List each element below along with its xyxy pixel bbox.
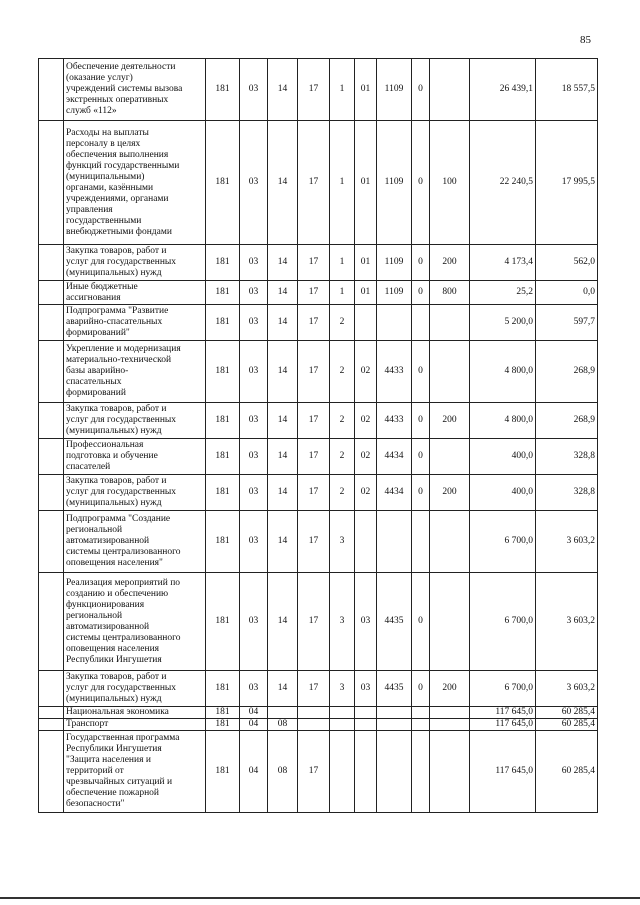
table-row xyxy=(39,281,598,305)
cell-vr xyxy=(430,439,470,475)
cell-subsec: 14 xyxy=(268,59,298,121)
cell-admin: 181 xyxy=(206,707,240,719)
page-number: 85 xyxy=(580,34,591,46)
table-row xyxy=(39,305,598,341)
cell-subsec: 08 xyxy=(268,731,298,813)
cell-dir: 4435 xyxy=(377,573,412,671)
cell-vr xyxy=(430,719,470,731)
cell-prog: 17 xyxy=(298,573,330,671)
cell-subprog: 2 xyxy=(330,341,355,403)
cell-sec: 03 xyxy=(240,475,268,511)
cell-dir: 1109 xyxy=(377,245,412,281)
cell-prog: 17 xyxy=(298,281,330,305)
cell-subprog: 1 xyxy=(330,121,355,245)
cell-prog: 17 xyxy=(298,245,330,281)
cell-z: 0 xyxy=(412,341,430,403)
cell-admin: 181 xyxy=(206,341,240,403)
cell-event xyxy=(355,719,377,731)
cell-sec: 04 xyxy=(240,719,268,731)
cell-subprog: 2 xyxy=(330,305,355,341)
cell-fact: 18 557,5 xyxy=(536,59,598,121)
cell-fact: 3 603,2 xyxy=(536,511,598,573)
cell-z xyxy=(412,511,430,573)
cell-plan: 117 645,0 xyxy=(470,719,536,731)
cell-z xyxy=(412,719,430,731)
cell-z xyxy=(412,305,430,341)
cell-z xyxy=(412,731,430,813)
row-blank-cell xyxy=(39,281,64,305)
cell-plan: 400,0 xyxy=(470,439,536,475)
cell-admin: 181 xyxy=(206,245,240,281)
cell-subprog: 1 xyxy=(330,59,355,121)
cell-admin: 181 xyxy=(206,719,240,731)
cell-vr: 200 xyxy=(430,403,470,439)
cell-subsec xyxy=(268,707,298,719)
cell-sec: 03 xyxy=(240,341,268,403)
cell-dir xyxy=(377,719,412,731)
row-blank-cell xyxy=(39,573,64,671)
cell-subprog: 2 xyxy=(330,403,355,439)
row-blank-cell xyxy=(39,511,64,573)
cell-event: 02 xyxy=(355,403,377,439)
cell-plan: 400,0 xyxy=(470,475,536,511)
cell-subsec: 08 xyxy=(268,719,298,731)
cell-fact: 60 285,4 xyxy=(536,731,598,813)
cell-event: 01 xyxy=(355,121,377,245)
cell-dir xyxy=(377,305,412,341)
cell-event xyxy=(355,511,377,573)
cell-subsec: 14 xyxy=(268,403,298,439)
cell-dir: 4434 xyxy=(377,439,412,475)
cell-plan: 117 645,0 xyxy=(470,707,536,719)
cell-subsec: 14 xyxy=(268,475,298,511)
cell-sec: 03 xyxy=(240,281,268,305)
table-row xyxy=(39,439,598,475)
row-blank-cell xyxy=(39,245,64,281)
cell-plan: 22 240,5 xyxy=(470,121,536,245)
cell-admin: 181 xyxy=(206,573,240,671)
cell-admin: 181 xyxy=(206,305,240,341)
cell-sec: 03 xyxy=(240,305,268,341)
table-row xyxy=(39,475,598,511)
cell-sec: 04 xyxy=(240,731,268,813)
cell-fact: 597,7 xyxy=(536,305,598,341)
cell-fact: 3 603,2 xyxy=(536,671,598,707)
cell-vr xyxy=(430,731,470,813)
cell-plan: 5 200,0 xyxy=(470,305,536,341)
cell-z: 0 xyxy=(412,59,430,121)
cell-sec: 03 xyxy=(240,121,268,245)
cell-vr xyxy=(430,707,470,719)
cell-subsec: 14 xyxy=(268,573,298,671)
cell-subsec: 14 xyxy=(268,245,298,281)
cell-plan: 26 439,1 xyxy=(470,59,536,121)
cell-subprog: 3 xyxy=(330,671,355,707)
cell-admin: 181 xyxy=(206,59,240,121)
cell-plan: 25,2 xyxy=(470,281,536,305)
cell-sec: 03 xyxy=(240,403,268,439)
cell-vr xyxy=(430,573,470,671)
cell-sec: 04 xyxy=(240,707,268,719)
cell-admin: 181 xyxy=(206,439,240,475)
cell-prog: 17 xyxy=(298,511,330,573)
cell-name: Закупка товаров, работ и услуг для государственных (муниципальных) нужд xyxy=(64,671,206,707)
cell-dir: 4434 xyxy=(377,475,412,511)
cell-z: 0 xyxy=(412,671,430,707)
cell-fact: 268,9 xyxy=(536,341,598,403)
cell-name: Закупка товаров, работ и услуг для государственных (муниципальных) нужд xyxy=(64,403,206,439)
bottom-rule xyxy=(0,897,640,899)
row-blank-cell xyxy=(39,59,64,121)
cell-prog: 17 xyxy=(298,121,330,245)
cell-dir: 1109 xyxy=(377,121,412,245)
row-blank-cell xyxy=(39,731,64,813)
cell-vr xyxy=(430,59,470,121)
cell-fact: 60 285,4 xyxy=(536,707,598,719)
cell-prog: 17 xyxy=(298,475,330,511)
cell-fact: 562,0 xyxy=(536,245,598,281)
cell-prog: 17 xyxy=(298,439,330,475)
cell-subprog xyxy=(330,731,355,813)
cell-event: 03 xyxy=(355,671,377,707)
row-blank-cell xyxy=(39,305,64,341)
cell-subprog xyxy=(330,707,355,719)
cell-prog: 17 xyxy=(298,341,330,403)
cell-z: 0 xyxy=(412,281,430,305)
cell-admin: 181 xyxy=(206,403,240,439)
cell-vr: 200 xyxy=(430,475,470,511)
cell-z: 0 xyxy=(412,121,430,245)
cell-name: Подпрограмма "Создание региональной автоматизированной системы централизованного оповещения населения" xyxy=(64,511,206,573)
cell-vr: 800 xyxy=(430,281,470,305)
cell-prog xyxy=(298,707,330,719)
cell-subprog: 2 xyxy=(330,439,355,475)
cell-subprog: 3 xyxy=(330,573,355,671)
table-row xyxy=(39,731,598,813)
row-blank-cell xyxy=(39,121,64,245)
row-blank-cell xyxy=(39,671,64,707)
cell-dir xyxy=(377,707,412,719)
row-blank-cell xyxy=(39,719,64,731)
cell-name: Закупка товаров, работ и услуг для государственных (муниципальных) нужд xyxy=(64,245,206,281)
cell-sec: 03 xyxy=(240,671,268,707)
cell-subprog: 1 xyxy=(330,245,355,281)
cell-vr xyxy=(430,341,470,403)
cell-subsec: 14 xyxy=(268,305,298,341)
row-blank-cell xyxy=(39,341,64,403)
table-row xyxy=(39,121,598,245)
cell-prog: 17 xyxy=(298,59,330,121)
cell-event: 02 xyxy=(355,439,377,475)
cell-fact: 3 603,2 xyxy=(536,573,598,671)
cell-sec: 03 xyxy=(240,573,268,671)
row-blank-cell xyxy=(39,403,64,439)
cell-dir: 4433 xyxy=(377,403,412,439)
cell-event: 03 xyxy=(355,573,377,671)
cell-sec: 03 xyxy=(240,511,268,573)
row-blank-cell xyxy=(39,707,64,719)
cell-subprog xyxy=(330,719,355,731)
budget-table xyxy=(38,58,598,813)
cell-event: 02 xyxy=(355,475,377,511)
cell-name: Транспорт xyxy=(64,719,206,731)
cell-subsec: 14 xyxy=(268,281,298,305)
cell-name: Закупка товаров, работ и услуг для государственных (муниципальных) нужд xyxy=(64,475,206,511)
cell-plan: 4 800,0 xyxy=(470,341,536,403)
cell-event xyxy=(355,731,377,813)
cell-vr: 200 xyxy=(430,671,470,707)
cell-fact: 0,0 xyxy=(536,281,598,305)
cell-subprog: 1 xyxy=(330,281,355,305)
cell-plan: 6 700,0 xyxy=(470,573,536,671)
cell-subsec: 14 xyxy=(268,121,298,245)
cell-name: Профессиональная подготовка и обучение спасателей xyxy=(64,439,206,475)
cell-subsec: 14 xyxy=(268,439,298,475)
table-row xyxy=(39,719,598,731)
cell-dir: 4435 xyxy=(377,671,412,707)
cell-subprog: 3 xyxy=(330,511,355,573)
cell-z: 0 xyxy=(412,439,430,475)
cell-vr: 200 xyxy=(430,245,470,281)
cell-name: Укрепление и модернизация материально-технической базы аварийно- спасательных формирований xyxy=(64,341,206,403)
cell-admin: 181 xyxy=(206,121,240,245)
cell-dir: 1109 xyxy=(377,281,412,305)
cell-admin: 181 xyxy=(206,731,240,813)
cell-admin: 181 xyxy=(206,511,240,573)
cell-fact: 17 995,5 xyxy=(536,121,598,245)
cell-name: Подпрограмма "Развитие аварийно-спасательных формирований" xyxy=(64,305,206,341)
cell-subsec: 14 xyxy=(268,511,298,573)
cell-fact: 60 285,4 xyxy=(536,719,598,731)
cell-event: 01 xyxy=(355,245,377,281)
cell-event xyxy=(355,305,377,341)
table-body xyxy=(39,59,598,813)
cell-event xyxy=(355,707,377,719)
cell-prog xyxy=(298,719,330,731)
cell-name: Иные бюджетные ассигнования xyxy=(64,281,206,305)
cell-admin: 181 xyxy=(206,281,240,305)
cell-vr xyxy=(430,511,470,573)
cell-dir: 1109 xyxy=(377,59,412,121)
cell-subsec: 14 xyxy=(268,341,298,403)
table-row xyxy=(39,511,598,573)
cell-admin: 181 xyxy=(206,475,240,511)
cell-z: 0 xyxy=(412,245,430,281)
table-row xyxy=(39,573,598,671)
cell-sec: 03 xyxy=(240,59,268,121)
cell-event: 02 xyxy=(355,341,377,403)
cell-name: Реализация мероприятий по созданию и обеспечению функционирования региональной автоматизированной системы централизованного оповещения населения Республики Ингушетия xyxy=(64,573,206,671)
row-blank-cell xyxy=(39,475,64,511)
cell-fact: 268,9 xyxy=(536,403,598,439)
cell-name: Обеспечение деятельности (оказание услуг) учреждений системы вызова экстренных оперативных служб «112» xyxy=(64,59,206,121)
cell-subsec: 14 xyxy=(268,671,298,707)
cell-dir xyxy=(377,731,412,813)
cell-name: Расходы на выплаты персоналу в целях обеспечения выполнения функций государственными (муниципальными) органами, казёнными учреждениями, органами управления государственными внебюджетными фондами xyxy=(64,121,206,245)
cell-admin: 181 xyxy=(206,671,240,707)
table-row xyxy=(39,403,598,439)
cell-plan: 6 700,0 xyxy=(470,671,536,707)
cell-dir xyxy=(377,511,412,573)
cell-sec: 03 xyxy=(240,245,268,281)
cell-z: 0 xyxy=(412,403,430,439)
cell-event: 01 xyxy=(355,59,377,121)
cell-z: 0 xyxy=(412,573,430,671)
table-row xyxy=(39,707,598,719)
cell-z xyxy=(412,707,430,719)
cell-plan: 6 700,0 xyxy=(470,511,536,573)
cell-vr xyxy=(430,305,470,341)
cell-name: Национальная экономика xyxy=(64,707,206,719)
cell-plan: 4 800,0 xyxy=(470,403,536,439)
cell-vr: 100 xyxy=(430,121,470,245)
cell-z: 0 xyxy=(412,475,430,511)
cell-subprog: 2 xyxy=(330,475,355,511)
table-row xyxy=(39,341,598,403)
cell-sec: 03 xyxy=(240,439,268,475)
cell-prog: 17 xyxy=(298,671,330,707)
row-blank-cell xyxy=(39,439,64,475)
table-row xyxy=(39,245,598,281)
cell-prog: 17 xyxy=(298,305,330,341)
cell-prog: 17 xyxy=(298,403,330,439)
cell-name: Государственная программа Республики Ингушетия "Защита населения и территорий от чрезвычайных ситуаций и обеспечение пожарной безопасности" xyxy=(64,731,206,813)
cell-prog: 17 xyxy=(298,731,330,813)
cell-dir: 4433 xyxy=(377,341,412,403)
cell-plan: 4 173,4 xyxy=(470,245,536,281)
table-row xyxy=(39,671,598,707)
cell-fact: 328,8 xyxy=(536,475,598,511)
table-row xyxy=(39,59,598,121)
cell-plan: 117 645,0 xyxy=(470,731,536,813)
cell-fact: 328,8 xyxy=(536,439,598,475)
cell-event: 01 xyxy=(355,281,377,305)
